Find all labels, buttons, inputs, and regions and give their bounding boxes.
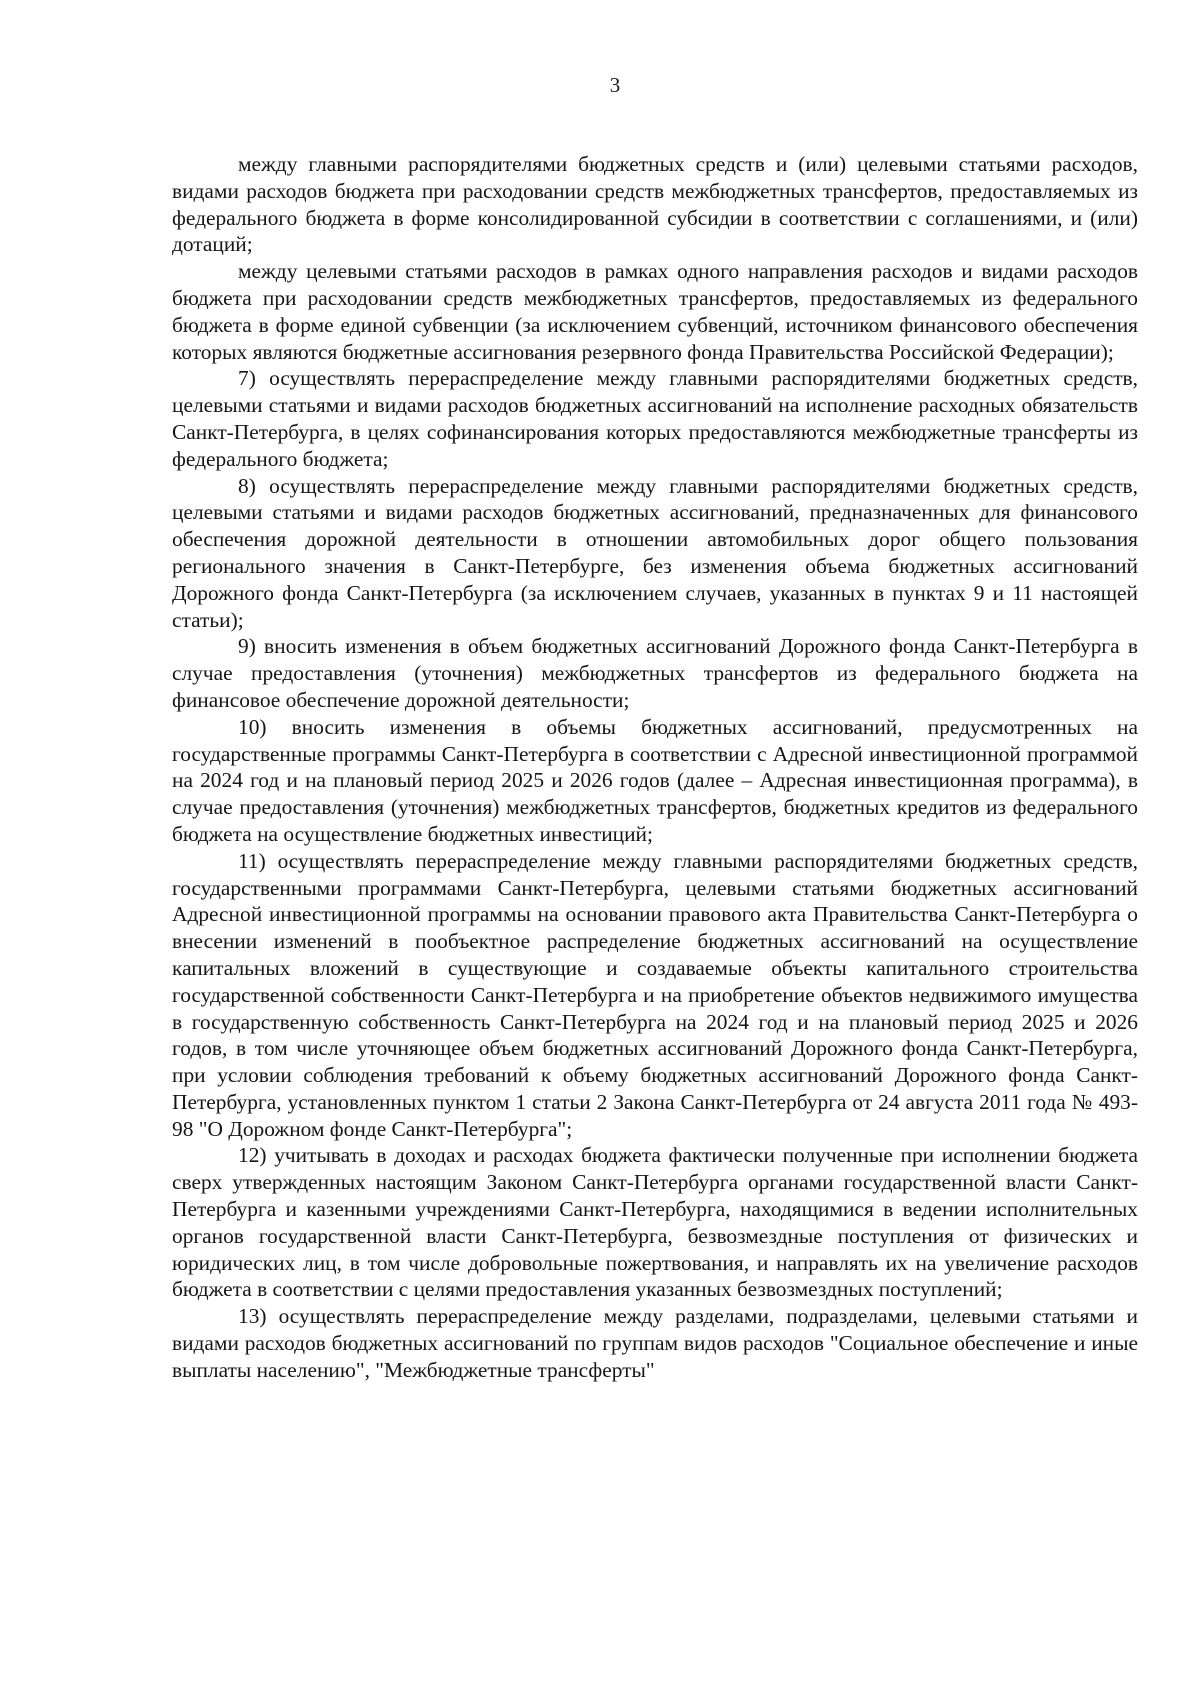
paragraph-item-12: 12) учитывать в доходах и расходах бюджета фактически полученные при исполнении бюджета сверх утвержденных настоящим Законом Санкт-Петербурга органами государственной власти Санкт-Петербурга и казенными учреждениями Санкт-Петербурга, находящимися в ведении исполнительных органов государственной власти Санкт-Петербурга, безвозмездные поступления от физических и юридических лиц, в том числе добровольные пожертвования, и направлять их на увеличение расходов бюджета в соответствии с целями предоставления указанных безвозмездных поступлений; — [172, 1143, 1138, 1302]
paragraph-item-7: 7) осуществлять перераспределение между главными распорядителями бюджетных средств, целевыми статьями и видами расходов бюджетных ассигнований на исполнение расходных обязательств Санкт-Петербурга, в целях софинансирования которых предоставляются межбюджетные трансферты из федерального бюджета; — [172, 366, 1138, 471]
paragraph-item-8: 8) осуществлять перераспределение между главными распорядителями бюджетных средств, целевыми статьями и видами расходов бюджетных ассигнований, предназначенных для финансового обеспечения дорожной деятельности в отношении автомобильных дорог общего пользования регионального значения в Санкт-Петербурге, без изменения объема бюджетных ассигнований Дорожного фонда Санкт-Петербурга (за исключением случаев, указанных в пунктах 9 и 11 настоящей статьи); — [172, 473, 1138, 632]
paragraph-item-10: 10) вносить изменения в объемы бюджетных ассигнований, предусмотренных на государственные программы Санкт-Петербурга в соответствии с Адресной инвестиционной программой на 2024 год и на плановый период 2025 и 2026 годов (далее – Адресная инвестиционная программа), в случае предоставления (уточнения) межбюджетных трансфертов, бюджетных кредитов из федерального бюджета на осуществление бюджетных инвестиций; — [172, 714, 1138, 846]
paragraph-item-11: 11) осуществлять перераспределение между главными распорядителями бюджетных средств, государственными программами Санкт-Петербурга, целевыми статьями бюджетных ассигнований Адресной инвестиционной программы на основании правового акта Правительства Санкт-Петербурга о внесении изменений в пообъектное распределение бюджетных ассигнований на осуществление капитальных вложений в существующие и создаваемые объекты капитального строительства государственной собственности Санкт-Петербурга и на приобретение объектов недвижимого имущества в государственную собственность Санкт-Петербурга на 2024 год и на плановый период 2025 и 2026 годов, в том числе уточняющее объем бюджетных ассигнований Дорожного фонда Санкт-Петербурга, при условии соблюдения требований к объему бюджетных ассигнований Дорожного фонда Санкт-Петербурга, установленных пунктом 1 статьи 2 Закона Санкт-Петербурга от 24 августа 2011 года № 493-98 "О Дорожном фонде Санкт-Петербурга"; — [172, 848, 1138, 1141]
paragraph-item-13: 13) осуществлять перераспределение между разделами, подразделами, целевыми статьями и видами расходов бюджетных ассигнований по группам видов расходов "Социальное обеспечение и иные выплаты населению", "Межбюджетные трансферты" — [172, 1304, 1138, 1382]
paragraph-single-subvention: между целевыми статьями расходов в рамках одного направления расходов и видами расходов бюджета при расходовании средств межбюджетных трансфертов, предоставляемых из федерального бюджета в форме единой субвенции (за исключением субвенций, источником финансового обеспечения которых являются бюджетные ассигнования резервного фонда Правительства Российской Федерации); — [172, 259, 1138, 364]
paragraph-intra-budget-subsidies: между главными распорядителями бюджетных средств и (или) целевыми статьями расходов, видами расходов бюджета при расходовании средств межбюджетных трансфертов, предоставляемых из федерального бюджета в форме консолидированной субсидии в соответствии с соглашениями, и (или) дотаций; — [172, 152, 1138, 257]
document-body — [172, 151, 1138, 1384]
page-number: 3 — [609, 73, 621, 97]
paragraph-item-9: 9) вносить изменения в объем бюджетных ассигнований Дорожного фонда Санкт-Петербурга в случае предоставления (уточнения) межбюджетных трансфертов из федерального бюджета на финансовое обеспечение дорожной деятельности; — [172, 634, 1138, 712]
